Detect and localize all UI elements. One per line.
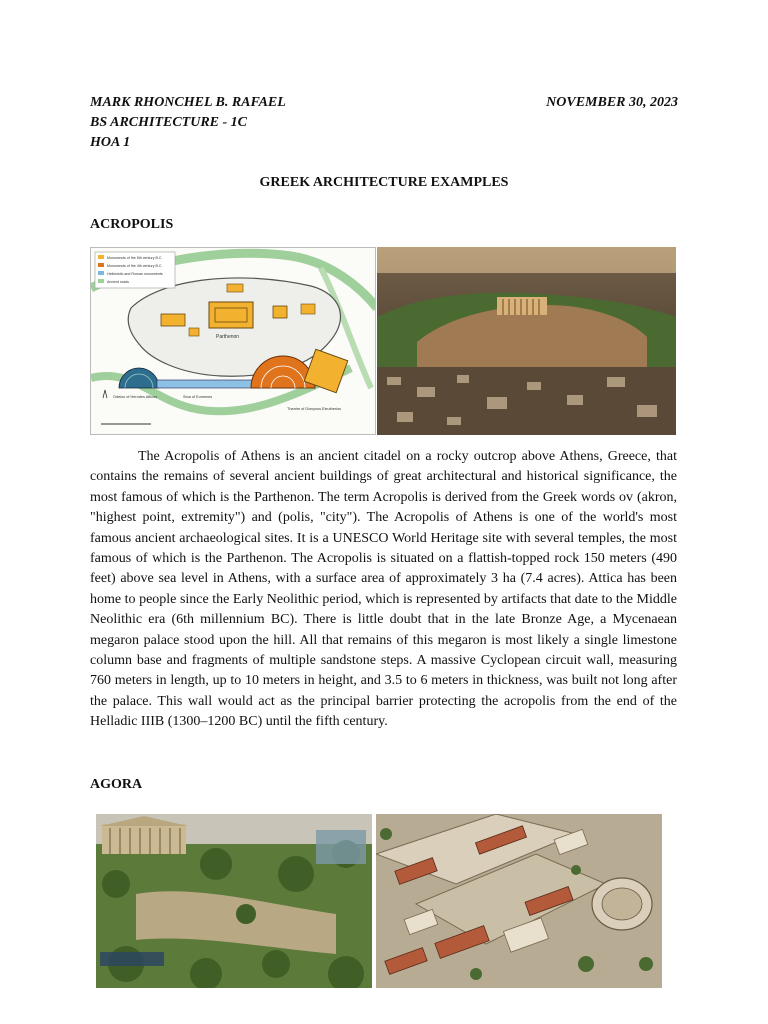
page-title: GREEK ARCHITECTURE EXAMPLES [259,175,509,190]
legend-label-1: Monuments of the 5th century B.C. [107,256,163,260]
author-name: MARK RHONCHEL B. RAFAEL [90,95,286,110]
document-date: NOVEMBER 30, 2023 [546,95,678,110]
legend-label-2: Monuments of the 4th century B.C. [107,264,163,268]
legend-label-4: Ancient roads [107,280,129,284]
acropolis-photo-drawing [377,247,676,435]
header-line-1 [90,93,678,113]
acropolis-photo [377,247,676,435]
theatre-label: Theatre of Dionysos Eleutherios [287,407,342,411]
acropolis-site-plan-image [90,247,376,435]
acropolis-paragraph: The Acropolis of Athens is an ancient citadel on a rocky outcrop above Athens, Greece, that contains the remains of several ancient buildings of great architectural and historical significance, the most famous of which is the Parthenon. The term Acropolis is derived from the Greek words ov (akron, "highest point, extremity") and (polis, "city"). The Acropolis of Athens is one of the world's most famous ancient archaeological sites. It is a UNESCO World Heritage site with several temples, the most famous of which is the Parthenon. The Acropolis is situated on a flattish-topped rock 150 meters (490 feet) above sea level in Athens, with a surface area of approximately 3 ha (7.4 acres). Attica has been home to people since the Early Neolithic period, which is represented by artifacts that date to the Middle Neolithic era (6th millennium BC). There is little doubt that in the late Bronze Age, a Mycenaean megaron palace stood upon the hill. All that remains of this megaron is most likely a single limestone column base and fragments of multiple sandstone steps. A massive Cyclopean circuit wall, measuring 760 meters in length, up to 10 meters in height, and 3.5 to 6 meters in thickness, was built not long after the palace. This wall would act as the principal barrier protecting the acropolis from the end of the Helladic IIIB (1300–1200 BC) until the fifth century. [90,449,677,730]
agora-reconstruction-image [376,814,662,988]
acropolis-site-plan-drawing [91,248,376,435]
subject-line: HOA 1 [90,135,131,150]
agora-photo-drawing [96,814,372,988]
section-heading-acropolis: ACROPOLIS [90,217,174,232]
parthenon-label: Parthenon [216,334,240,340]
agora-reconstruction-drawing [376,814,662,988]
course-line: BS ARCHITECTURE - 1C [90,115,248,130]
section-heading-agora: AGORA [90,777,143,792]
odeion-label: Odeion of Herodes Atticus [113,395,158,399]
legend-label-3: Hellenistic and Roman monuments [107,272,163,276]
stoa-label: Stoa of Eumenes [183,395,213,399]
agora-photo [96,814,372,988]
